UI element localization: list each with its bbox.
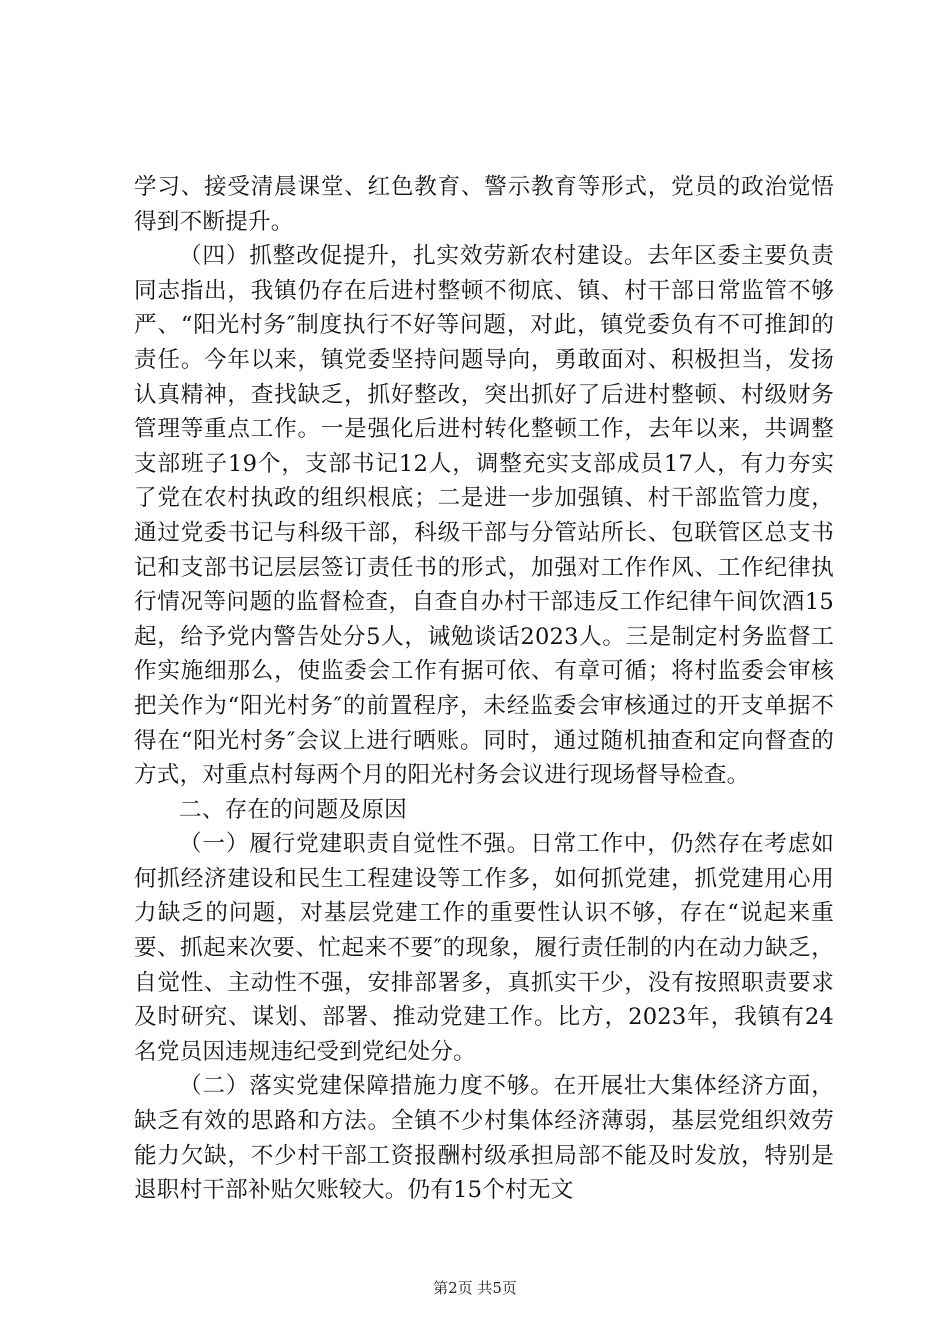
page-number-footer: 第2页 共5页 <box>433 1279 517 1297</box>
paragraph-problem-two: （二）落实党建保障措施力度不够。在开展壮大集体经济方面，缺乏有效的思路和方法。全镇不少村集体经济薄弱，基层党组织效劳能力欠缺，不少村干部工资报酬村级承担局部不能及时发放，特别是退职村干部补贴欠账较大。仍有15个村无文 <box>134 1073 834 1204</box>
section-heading-problems: 二、存在的问题及原因 <box>179 796 407 823</box>
paragraph-section-four: （四）抓整改促提升，扎实效劳新农村建设。去年区委主要负责同志指出，我镇仍存在后进村整顿不彻底、镇、村干部日常监管不够严、“阳光村务″制度执行不好等问题，对此，镇党委负有不可推卸的责任。今年以来，镇党委坚持问题导向，勇敢面对、积极担当，发扬认真精神，查找缺乏，抓好整改，突出抓好了后进村整顿、村级财务管理等重点工作。一是强化后进村转化整顿工作，去年以来，共调整支部班子19个，支部书记12人，调整充实支部成员17人，有力夯实了党在农村执政的组织根底；二是进一步加强镇、村干部监管力度，通过党委书记与科级干部，科级干部与分管站所长、包联管区总支书记和支部书记层层签订责任书的形式，加强对工作作风、工作纪律执行情况等问题的监督检查，自查自办村干部违反工作纪律午间饮酒15起，给予党内警告处分5人，诫勉谈话2023人。三是制定村务监督工作实施细那么，使监委会工作有据可依、有章可循；将村监委会审核把关作为“阳光村务″的前置程序，未经监委会审核通过的开支单据不得在“阳光村务″会议上进行晒账。同时，通过随机抽查和定向督查的方式，对重点村每两个月的阳光村务会议进行现场督导检查。 <box>134 243 834 789</box>
paragraph-problem-one: （一）履行党建职责自觉性不强。日常工作中，仍然存在考虑如何抓经济建设和民生工程建设等工作多，如何抓党建，抓党建用心用力缺乏的问题，对基层党建工作的重要性认识不够，存在“说起来重要、抓起来次要、忙起来不要″的现象，履行责任制的内在动力缺乏，自觉性、主动性不强，安排部署多，真抓实干少，没有按照职责要求及时研究、谋划、部署、推动党建工作。比方，2023年，我镇有24名党员因违规违纪受到党纪处分。 <box>134 831 834 1065</box>
paragraph-continuation: 学习、接受清晨课堂、红色教育、警示教育等形式，党员的政治觉悟得到不断提升。 <box>134 174 834 235</box>
document-body <box>134 170 834 1208</box>
